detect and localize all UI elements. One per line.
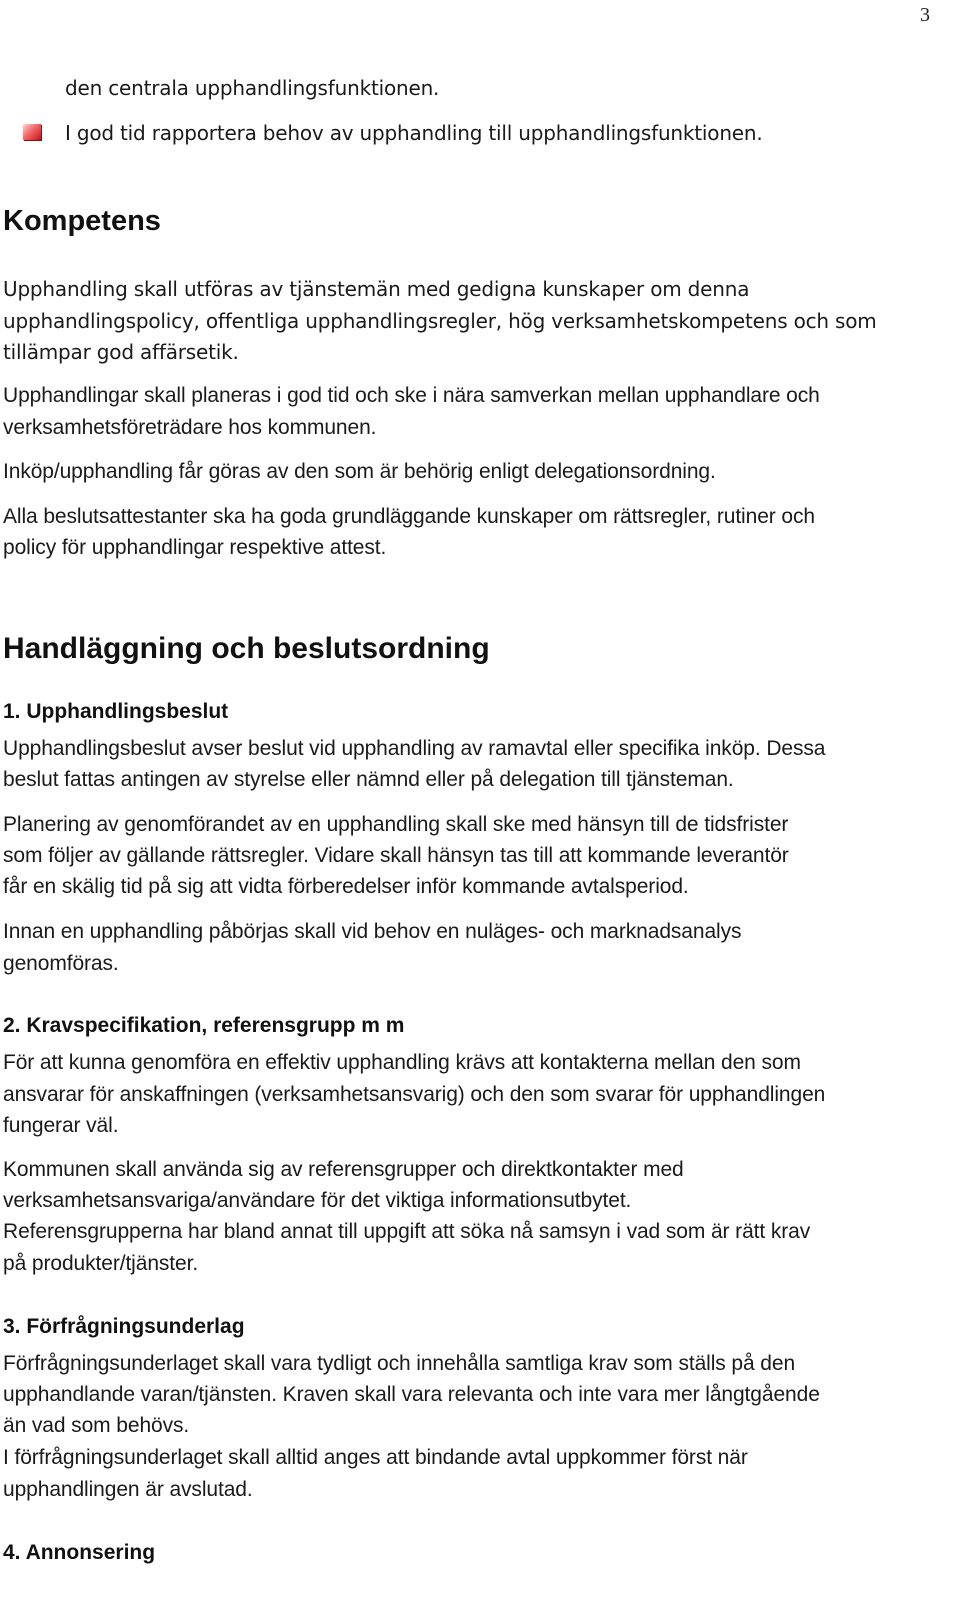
paragraph-line: ansvarar för anskaffningen (verksamhetsansvarig) och den som svarar för upphandlingen: [3, 1083, 826, 1106]
paragraph-line: fungerar väl.: [3, 1114, 119, 1137]
paragraph-line: genomföras.: [3, 952, 119, 975]
paragraph-line: policy för upphandlingar respektive attest.: [3, 536, 387, 559]
paragraph-line: Kommunen skall använda sig av referensgrupper och direktkontakter med: [3, 1158, 684, 1181]
subsection-heading: 1. Upphandlingsbeslut: [3, 700, 229, 723]
paragraph-line: som följer av gällande rättsregler. Vidare skall hänsyn tas till att kommande leverantör: [3, 844, 789, 867]
paragraph-line: Upphandling skall utföras av tjänstemän med gedigna kunskaper om denna: [3, 277, 750, 301]
paragraph-line: I förfrågningsunderlaget skall alltid anges att bindande avtal uppkommer först när: [3, 1446, 748, 1469]
paragraph-line: Planering av genomförandet av en upphandling skall ske med hänsyn till de tidsfrister: [3, 813, 789, 836]
paragraph-line: verksamhetsansvariga/användare för det viktiga informationsutbytet.: [3, 1189, 632, 1212]
paragraph-line: tillämpar god affärsetik.: [3, 340, 239, 364]
paragraph-line: Upphandlingsbeslut avser beslut vid upphandling av ramavtal eller specifika inköp. Dessa: [3, 737, 826, 760]
section-heading-handlaggning: Handläggning och beslutsordning: [3, 632, 490, 665]
bullet-icon: [23, 124, 41, 140]
paragraph-line: upphandlingspolicy, offentliga upphandlingsregler, hög verksamhetskompetens och som: [3, 309, 877, 333]
paragraph-line: Referensgrupperna har bland annat till uppgift att söka nå samsyn i vad som är rätt krav: [3, 1220, 811, 1243]
subsection-heading: 3. Förfrågningsunderlag: [3, 1315, 245, 1338]
paragraph-line: För att kunna genomföra en effektiv upphandling krävs att kontakterna mellan den som: [3, 1051, 801, 1074]
page-number: 3: [920, 4, 930, 26]
paragraph-line: får en skälig tid på sig att vidta förberedelser inför kommande avtalsperiod.: [3, 875, 689, 898]
subsection-heading: 2. Kravspecifikation, referensgrupp m m: [3, 1014, 405, 1037]
subsection-heading: 4. Annonsering: [3, 1541, 156, 1564]
paragraph-line: än vad som behövs.: [3, 1414, 190, 1437]
paragraph-line: Förfrågningsunderlaget skall vara tydligt och innehålla samtliga krav som ställs på den: [3, 1352, 796, 1375]
paragraph-line: Upphandlingar skall planeras i god tid och ske i nära samverkan mellan upphandlare och: [3, 384, 820, 407]
paragraph-line: Inköp/upphandling får göras av den som är behörig enligt delegationsordning.: [3, 460, 716, 483]
section-heading-kompetens: Kompetens: [3, 205, 161, 237]
paragraph-line: upphandlingen är avslutad.: [3, 1478, 253, 1501]
bullet-item: I god tid rapportera behov av upphandling till upphandlingsfunktionen.: [65, 121, 763, 145]
paragraph-line: på produkter/tjänster.: [3, 1252, 199, 1275]
paragraph-line: upphandlande varan/tjänsten. Kraven skall vara relevanta och inte vara mer långtgående: [3, 1383, 820, 1406]
paragraph-line: verksamhetsföreträdare hos kommunen.: [3, 416, 377, 439]
paragraph-line: Alla beslutsattestanter ska ha goda grundläggande kunskaper om rättsregler, rutiner och: [3, 505, 815, 528]
paragraph-line: beslut fattas antingen av styrelse eller nämnd eller på delegation till tjänsteman.: [3, 768, 734, 791]
bullet-continuation: den centrala upphandlingsfunktionen.: [65, 76, 440, 100]
paragraph-line: Innan en upphandling påbörjas skall vid behov en nuläges- och marknadsanalys: [3, 920, 742, 943]
